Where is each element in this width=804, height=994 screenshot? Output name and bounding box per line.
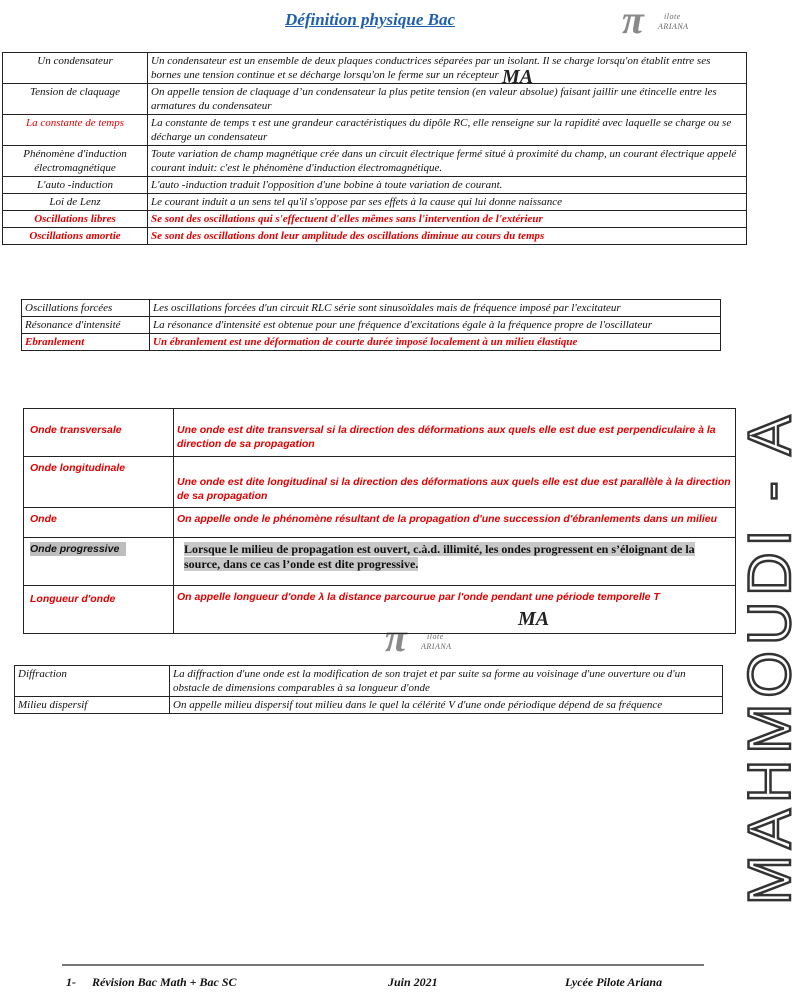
page-title: Définition physique Bac bbox=[285, 10, 456, 29]
highlighted-definition: Lorsque le milieu de propagation est ouvert, c.à.d. illimité, les ondes progressent en s’éloignant de la source, dans ce cas l’onde est dite progressive. bbox=[184, 542, 695, 571]
footer-revision: Révision Bac Math + Bac SC bbox=[92, 975, 237, 989]
term-cell: Milieu dispersif bbox=[15, 697, 170, 714]
definition-cell: Se sont des oscillations qui s'effectuent d'elles mêmes sans l'intervention de l'extérieur bbox=[148, 211, 747, 228]
definition-cell: L'auto -induction traduit l'opposition d'une bobine à toute variation de courant. bbox=[148, 177, 747, 194]
footer-divider bbox=[62, 964, 704, 966]
definition-cell: Les oscillations forcées d'un circuit RLC série sont sinusoïdales mais de fréquence imposé par l'excitateur bbox=[150, 300, 721, 317]
term-cell: Ebranlement bbox=[22, 334, 150, 351]
table-row bbox=[24, 508, 736, 538]
table-row bbox=[22, 317, 721, 334]
term-cell: Diffraction bbox=[15, 666, 170, 697]
table-row bbox=[15, 697, 723, 714]
table-row bbox=[3, 115, 747, 146]
term-cell: Un condensateur bbox=[3, 53, 148, 84]
logo-text-top: ilote bbox=[427, 632, 444, 641]
table-row bbox=[24, 586, 736, 634]
term-cell: Oscillations amortie bbox=[3, 228, 148, 245]
definition-cell bbox=[174, 538, 736, 586]
term-cell: Loi de Lenz bbox=[3, 194, 148, 211]
table-row bbox=[3, 177, 747, 194]
term-cell: Onde progressive bbox=[24, 538, 174, 586]
footer-school: Lycée Pilote Ariana bbox=[565, 975, 663, 989]
definition-cell: Toute variation de champ magnétique crée dans un circuit électrique fermé situé à proximité du champ, un courant électrique appelé courant induit: c'est le phénomène d'induction électromagnétique. bbox=[148, 146, 747, 177]
logo-text-bottom: ARIANA bbox=[421, 642, 452, 651]
ma-signature: MA bbox=[518, 608, 550, 630]
definition-cell: On appelle onde le phénomène résultant de la propagation d'une succession d'ébranlements dans un milieu bbox=[174, 508, 736, 538]
table-row bbox=[3, 84, 747, 115]
term-cell: Onde bbox=[24, 508, 174, 538]
table-row bbox=[3, 53, 747, 84]
table-row bbox=[15, 666, 723, 697]
term-cell: Résonance d'intensité bbox=[22, 317, 150, 334]
definitions-table-4 bbox=[14, 665, 723, 714]
table-row bbox=[24, 538, 736, 586]
logo-text-bottom: ARIANA bbox=[658, 22, 689, 31]
term-cell: Longueur d'onde bbox=[24, 586, 174, 634]
definition-cell: Se sont des oscillations dont leur amplitude des oscillations diminue au cours du temps bbox=[148, 228, 747, 245]
term-cell: La constante de temps bbox=[3, 115, 148, 146]
definition-cell: Une onde est dite transversal si la direction des déformations aux quels elle est due est perpendiculaire à la direction de sa propagation bbox=[174, 409, 736, 457]
definition-cell: On appelle tension de claquage d’un condensateur la plus petite tension (en valeur absolue) faisant jaillir une étincelle entre les armatures du condensateur bbox=[148, 84, 747, 115]
term-cell: Tension de claquage bbox=[3, 84, 148, 115]
pilote-logo bbox=[622, 0, 712, 42]
term-cell: Oscillations libres bbox=[3, 211, 148, 228]
table-row bbox=[22, 300, 721, 317]
term-cell: Onde transversale bbox=[24, 409, 174, 457]
definition-cell: La résonance d'intensité est obtenue pour une fréquence d'excitations égale à la fréquence propre de l'oscillateur bbox=[150, 317, 721, 334]
definitions-table-waves bbox=[23, 408, 736, 634]
term-cell: Phénomène d'induction électromagnétique bbox=[3, 146, 148, 177]
table-row bbox=[22, 334, 721, 351]
table-row bbox=[3, 228, 747, 245]
definition-cell: Un ébranlement est une déformation de courte durée imposé localement à un milieu élastique bbox=[150, 334, 721, 351]
watermark: MAHMOUDI - A bbox=[736, 409, 803, 905]
ma-signature: MA bbox=[502, 66, 534, 88]
definition-cell: Le courant induit a un sens tel qu'il s'oppose par ses effets à la cause qui lui donne naissance bbox=[148, 194, 747, 211]
definition-cell: On appelle milieu dispersif tout milieu dans le quel la célérité V d'une onde périodique dépend de sa fréquence bbox=[170, 697, 723, 714]
definitions-table-1 bbox=[2, 52, 747, 245]
footer-date: Juin 2021 bbox=[388, 975, 438, 989]
table-row bbox=[24, 409, 736, 457]
footer-page-number: 1- bbox=[66, 975, 76, 989]
term-cell: Oscillations forcées bbox=[22, 300, 150, 317]
definition-cell: La diffraction d'une onde est la modification de son trajet et par suite sa forme au voisinage d'une ouverture ou d'un obstacle de dimensions comparables à sa longueur d'onde bbox=[170, 666, 723, 697]
term-cell: L'auto -induction bbox=[3, 177, 148, 194]
definition-cell: On appelle longueur d'onde λ la distance parcourue par l'onde pendant une période temporelle T bbox=[174, 586, 736, 634]
term-cell: Onde longitudinale bbox=[24, 457, 174, 508]
table-row bbox=[3, 211, 747, 228]
definitions-table-2 bbox=[21, 299, 721, 351]
pi-logo-icon: π bbox=[622, 0, 644, 42]
table-row bbox=[3, 146, 747, 177]
table-row bbox=[24, 457, 736, 508]
pi-logo-icon: π bbox=[385, 615, 407, 660]
definition-cell: Un condensateur est un ensemble de deux plaques conductrices séparées par un isolant. Il se charge lorsqu'on établit entre ses bornes une tension continue et se décharge lorsqu'on le ferme sur un récepteur bbox=[148, 53, 747, 84]
logo-text-top: ilote bbox=[664, 12, 681, 21]
table-row bbox=[3, 194, 747, 211]
definition-cell: La constante de temps τ est une grandeur caractéristiques du dipôle RC, elle renseigne sur la rapidité avec laquelle se charge ou se décharge un condensateur bbox=[148, 115, 747, 146]
definition-cell: Une onde est dite longitudinal si la direction des déformations aux quels elle est due est parallèle à la direction de sa propagation bbox=[174, 457, 736, 508]
